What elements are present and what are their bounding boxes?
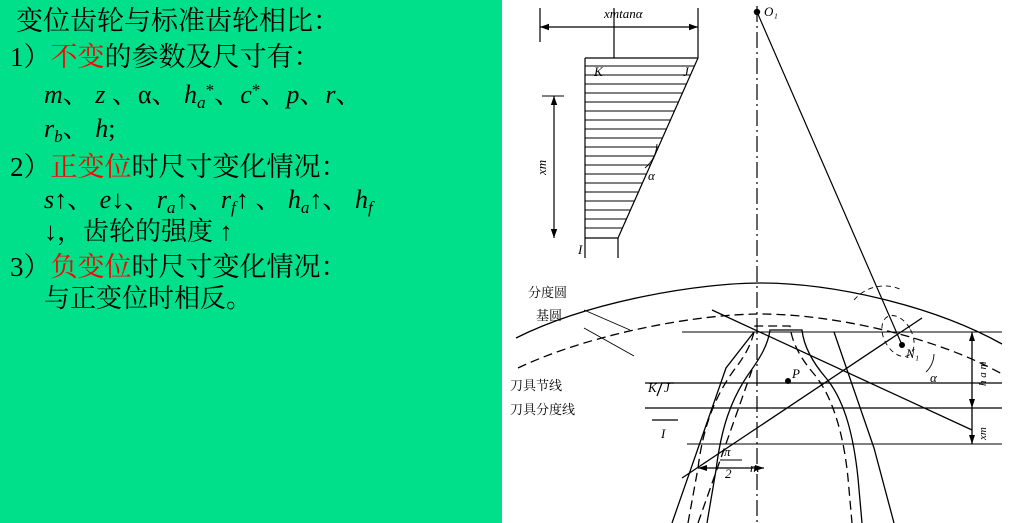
label-ha-m: h a m: [977, 361, 989, 386]
list-item-2: [10, 152, 494, 182]
list-item-1-rest: 的参数及尺寸有：: [104, 42, 321, 73]
rack-flank-right: [834, 332, 894, 523]
label-alpha-wedge: α: [648, 168, 655, 183]
detail-2-line-1: s↑、 e↓、 $r_a↑$、 $r_f↑$ 、 $h_a↑$、 $h_f$: [44, 184, 373, 217]
label-m: m: [750, 460, 760, 475]
base-circle-arc: [518, 314, 1002, 374]
pitch-circle-arc: [516, 283, 1002, 344]
rack-flank-left: [672, 332, 754, 523]
detail-1-line-2: $r_b$、 h;: [44, 114, 116, 147]
label-base-circle: 基圆: [536, 308, 563, 323]
list-item-3-rest: 时尺寸变化情况：: [131, 251, 348, 282]
label-N1: N₁: [906, 346, 920, 361]
list-item-3-emphasis: 负变位: [50, 251, 132, 282]
gear-rack-engagement: [516, 283, 1002, 523]
arrow-up-ham: [969, 332, 975, 341]
label-I-mid: I: [661, 426, 666, 441]
wedge-slant-edge: [618, 58, 698, 238]
arrow-down-xmright: [969, 435, 975, 444]
arrow-right-top: [689, 24, 698, 30]
list-item-3: [10, 252, 494, 282]
slide-heading: 变位齿轮与标准齿轮相比：: [16, 6, 340, 36]
list-item-1-emphasis: 不变: [50, 42, 105, 73]
label-P: P: [792, 366, 800, 381]
line-O1-N1: [757, 12, 902, 345]
point-N1: [899, 342, 905, 348]
diagram-svg: [502, 0, 1011, 523]
detail-3-line-1: 与正变位时相反。: [44, 284, 253, 314]
list-item-2-emphasis: 正变位: [50, 152, 132, 183]
gear-center-construction: [754, 6, 902, 523]
label-J-mid: J: [664, 380, 670, 395]
gear-cutting-diagram: [502, 0, 1011, 523]
detail-2-line-2: ↓，齿轮的强度 ↑: [44, 216, 233, 246]
label-tool-pitch-line: 刀具节线: [510, 378, 563, 393]
detail-1-line-1: m、 z 、α、 $h_a^*$、c*、p、r、: [44, 80, 362, 113]
green-text-panel: [0, 0, 502, 523]
list-item-1-number: 1）: [10, 42, 51, 73]
label-tool-datum-line: 刀具分度线: [510, 402, 576, 417]
label-xm-left: xm: [534, 159, 549, 175]
arrow-up-xm: [551, 96, 557, 105]
point-P: [785, 378, 791, 384]
label-K-mid: K: [648, 380, 657, 395]
label-xm-right: xm: [977, 427, 989, 440]
arrow-down-xm: [551, 229, 557, 238]
wedge-hatching: [585, 66, 694, 228]
label-J-top: J: [683, 64, 689, 79]
label-alpha-right: α: [930, 370, 937, 385]
arrow-down-ham: [969, 399, 975, 408]
label-K-top: K: [594, 64, 603, 79]
leader-pitch-circle: [584, 310, 630, 330]
label-O1: O₁: [764, 4, 778, 19]
label-xmtana: xmtanα: [604, 6, 643, 21]
label-half-den: 2: [725, 466, 732, 481]
label-I-top: I: [578, 242, 583, 257]
label-half-pi: π: [724, 444, 731, 459]
label-pitch-circle: 分度圆: [528, 285, 568, 300]
arrow-left-top: [540, 24, 549, 30]
list-item-2-number: 2）: [10, 152, 51, 183]
list-item-1: [10, 42, 494, 72]
list-item-2-rest: 时尺寸变化情况：: [131, 152, 348, 183]
wedge-diagram: [540, 8, 698, 258]
list-item-3-number: 3）: [10, 251, 51, 282]
